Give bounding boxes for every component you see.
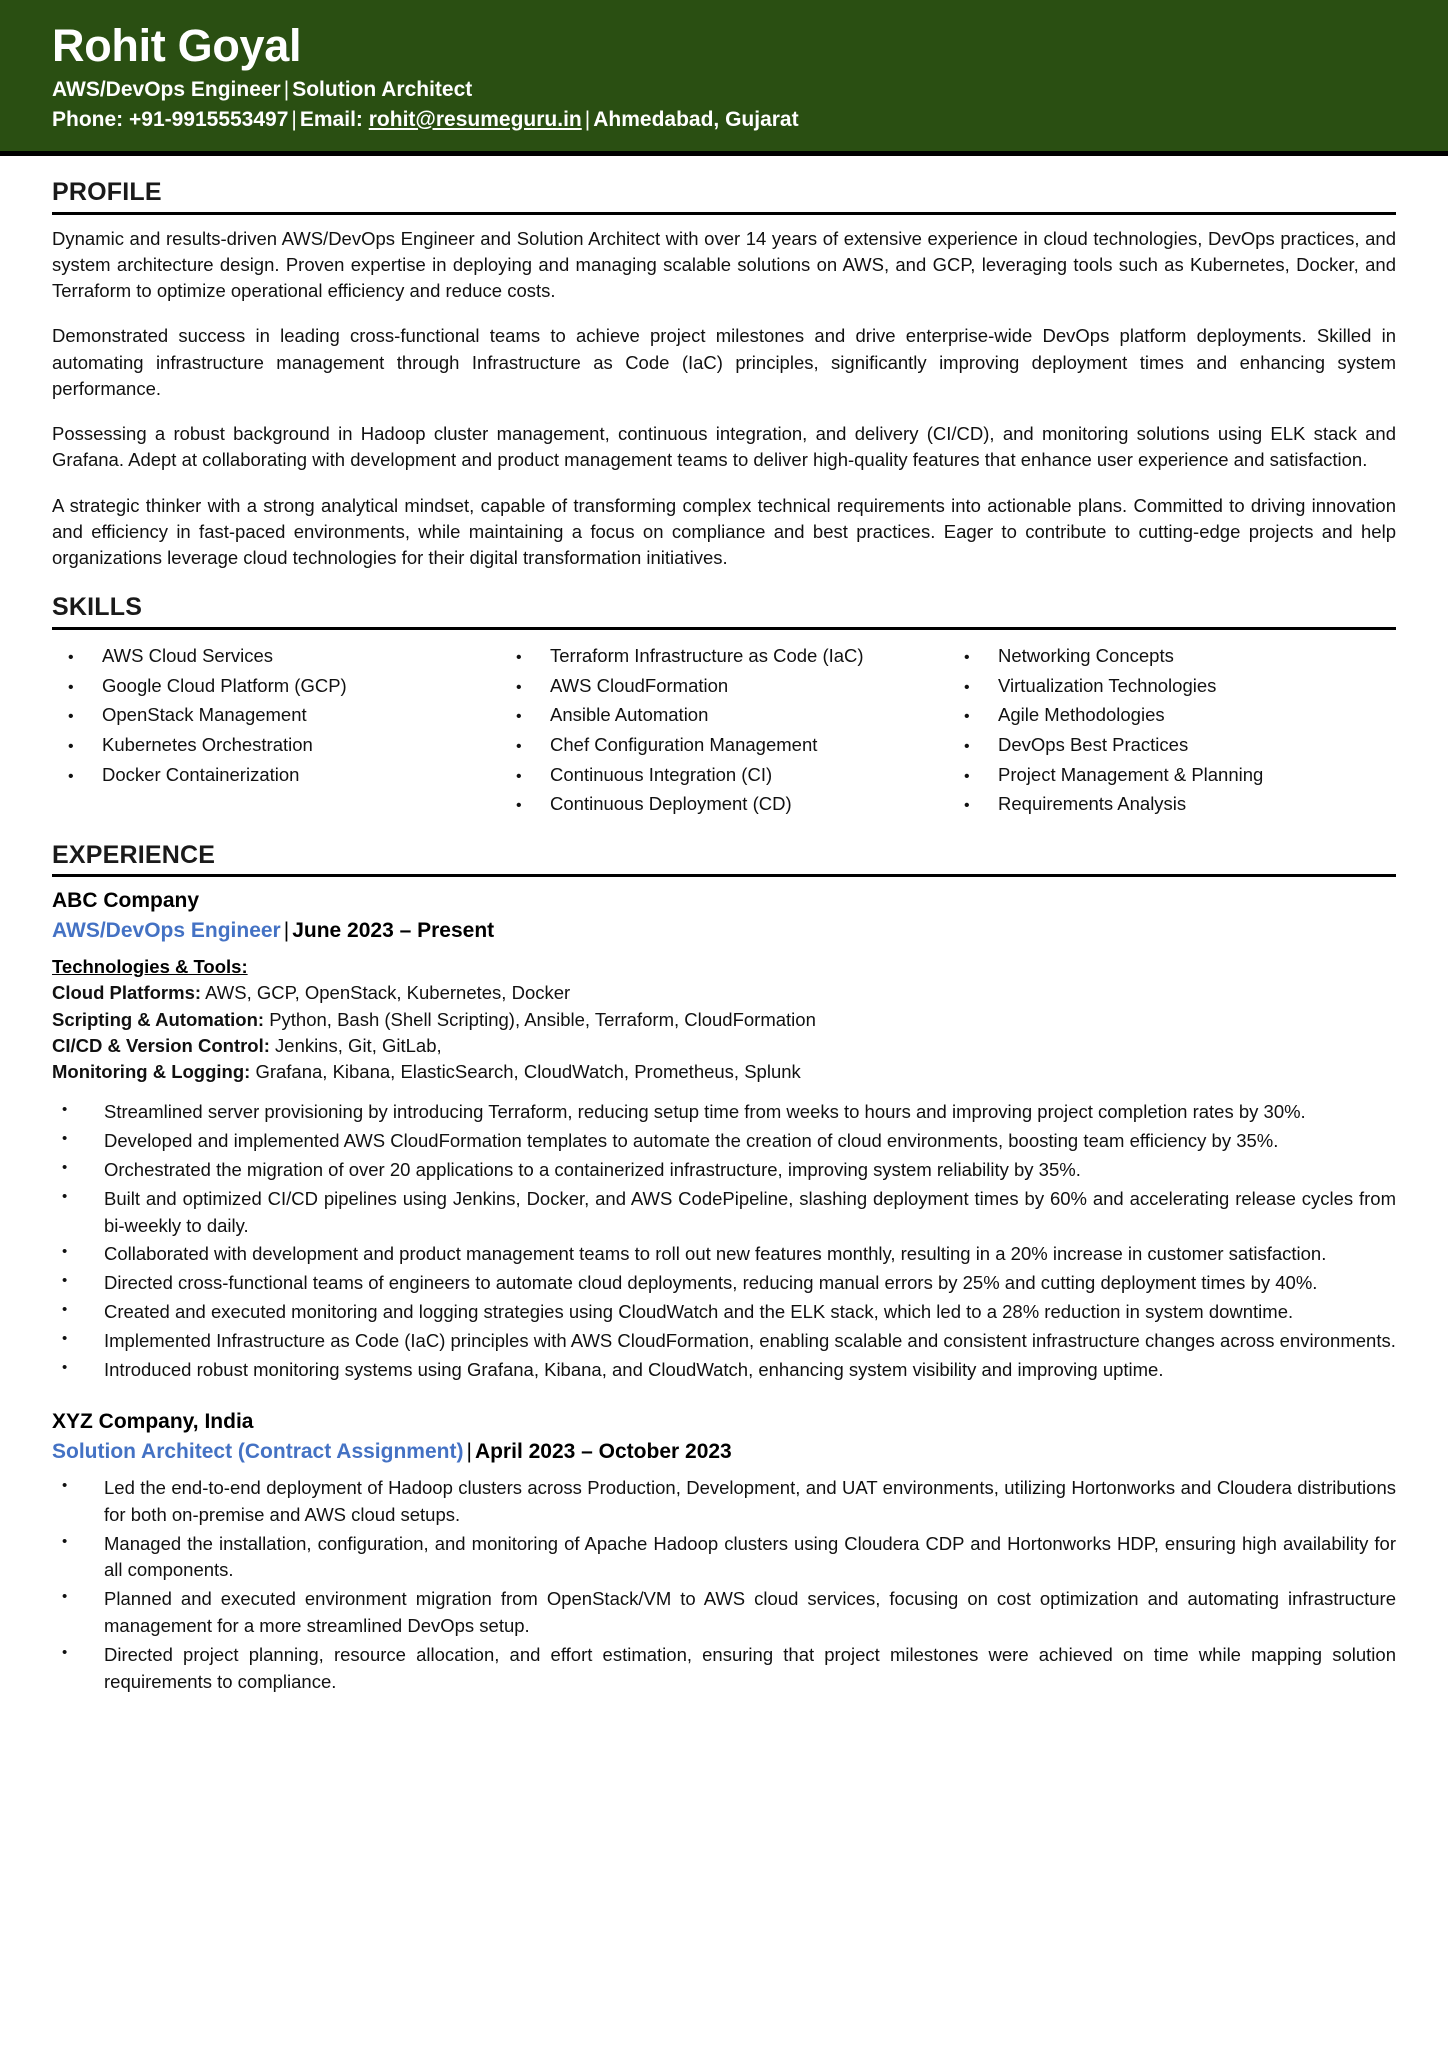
- achievement-item: [52, 1270, 1396, 1297]
- skill-item: [958, 671, 1396, 701]
- technologies-row: [52, 1033, 1396, 1059]
- skill-item: [62, 671, 500, 701]
- bullet-icon: •: [516, 767, 522, 785]
- bullet-icon: •: [62, 1272, 68, 1290]
- profile-section: [52, 178, 1396, 572]
- skill-label: Continuous Integration (CI): [550, 763, 773, 785]
- bullet-icon: •: [68, 767, 74, 785]
- resume-body: [0, 178, 1448, 1728]
- skill-item: [958, 760, 1396, 790]
- bullet-icon: •: [68, 708, 74, 726]
- technologies-row-label: Monitoring & Logging:: [52, 1061, 251, 1083]
- achievement-item: [52, 1357, 1396, 1384]
- skill-label: DevOps Best Practices: [998, 733, 1189, 755]
- email-label: Email:: [299, 107, 363, 131]
- skill-label: Project Management & Planning: [998, 763, 1264, 785]
- company-name: XYZ Company, India: [52, 1410, 254, 1434]
- achievement-item: [52, 1531, 1396, 1585]
- technologies-row-label: Scripting & Automation:: [52, 1008, 265, 1030]
- headline-separator: |: [283, 78, 290, 102]
- skills-column-2: [500, 641, 948, 819]
- skill-label: Terraform Infrastructure as Code (IaC): [550, 645, 864, 667]
- bullet-icon: •: [62, 1329, 68, 1347]
- bullet-icon: •: [68, 678, 74, 696]
- headline-primary-title: AWS/DevOps Engineer: [52, 78, 281, 102]
- achievement-item: [52, 1586, 1396, 1640]
- bullet-icon: •: [62, 1101, 68, 1119]
- job-dates: June 2023 – Present: [292, 918, 495, 942]
- achievement-list: [52, 1475, 1396, 1696]
- experience-section-rule: [52, 874, 1396, 877]
- skill-label: Requirements Analysis: [998, 793, 1187, 815]
- skill-label: Google Cloud Platform (GCP): [102, 674, 347, 696]
- skill-item: [958, 641, 1396, 671]
- technologies-row-label: Cloud Platforms:: [52, 982, 202, 1004]
- profile-section-title: PROFILE: [52, 177, 162, 206]
- profile-paragraph: Dynamic and results-driven AWS/DevOps Engineer and Solution Architect with over 14 years of extensive experience in cloud technologies, DevOps practices, and system architecture design. Proven expertise in deploying and managing scalable solutions on AWS, and GCP, leveraging tools such as Kubernetes, Docker, and Terraform to optimize operational efficiency and reduce costs.: [52, 227, 1396, 302]
- technologies-row: [52, 1007, 1396, 1033]
- contact-separator-1: |: [291, 107, 297, 131]
- skill-label: Chef Configuration Management: [550, 733, 818, 755]
- achievement-text: Implemented Infrastructure as Code (IaC) principles with AWS CloudFormation, enabling scalable and consistent infrastructure changes across environments.: [104, 1329, 1396, 1351]
- skill-label: Kubernetes Orchestration: [102, 733, 313, 755]
- achievement-text: Orchestrated the migration of over 20 applications to a containerized infrastructure, improving system reliability by 35%.: [104, 1158, 1081, 1180]
- candidate-headline: [52, 77, 1396, 103]
- resume-header-band: [0, 0, 1448, 156]
- technologies-row: [52, 1059, 1396, 1085]
- bullet-icon: •: [62, 1532, 68, 1550]
- bullet-icon: •: [964, 678, 970, 696]
- role-separator: |: [466, 1439, 472, 1463]
- achievement-text: Managed the installation, configuration, and monitoring of Apache Hadoop clusters using Cloudera CDP and Hortonworks HDP, ensuring high availability for all components.: [104, 1532, 1396, 1581]
- job-title: AWS/DevOps Engineer: [52, 918, 281, 942]
- bullet-icon: •: [62, 1358, 68, 1376]
- achievement-text: Created and executed monitoring and logging strategies using CloudWatch and the ELK stack, which led to a 28% reduction in system downtime.: [104, 1301, 1294, 1322]
- skill-item: [510, 789, 948, 819]
- skill-item: [62, 730, 500, 760]
- job-dates: April 2023 – October 2023: [474, 1439, 732, 1463]
- skill-item: [62, 641, 500, 671]
- job-title: Solution Architect (Contract Assignment): [52, 1439, 464, 1463]
- profile-paragraph: Possessing a robust background in Hadoop cluster management, continuous integration, and delivery (CI/CD), and monitoring solutions using ELK stack and Grafana. Adept at collaborating with development and product management teams to deliver high-quality features that enhance user experience and satisfaction.: [52, 423, 1396, 471]
- bullet-icon: •: [62, 1187, 68, 1205]
- achievement-list: [52, 1099, 1396, 1383]
- technologies-row: [52, 980, 1396, 1006]
- experience-entry: [52, 888, 1396, 1383]
- contact-line: [52, 107, 1396, 133]
- skill-item: [62, 700, 500, 730]
- bullet-icon: •: [62, 1158, 68, 1176]
- skill-item: [510, 760, 948, 790]
- technologies-title: Technologies & Tools:: [52, 955, 248, 977]
- achievement-item: [52, 1128, 1396, 1155]
- achievement-text: Streamlined server provisioning by introducing Terraform, reducing setup time from weeks to hours and improving project completion rates by 30%.: [104, 1101, 1306, 1123]
- skill-label: Networking Concepts: [998, 645, 1174, 667]
- bullet-icon: •: [964, 649, 970, 667]
- role-line: [52, 1439, 1396, 1465]
- bullet-icon: •: [964, 767, 970, 785]
- achievement-text: Introduced robust monitoring systems using Grafana, Kibana, and CloudWatch, enhancing system visibility and improving uptime.: [104, 1358, 1164, 1380]
- role-line: [52, 918, 1396, 944]
- technologies-row-value: Grafana, Kibana, ElasticSearch, CloudWatch, Prometheus, Splunk: [255, 1061, 801, 1083]
- skills-column-3: [948, 641, 1396, 819]
- technologies-row-value: Python, Bash (Shell Scripting), Ansible, Terraform, CloudFormation: [269, 1008, 816, 1030]
- skill-item: [958, 700, 1396, 730]
- skill-label: AWS Cloud Services: [102, 645, 274, 667]
- profile-section-rule: [52, 212, 1396, 215]
- candidate-name: Rohit Goyal: [52, 20, 302, 71]
- skill-label: Docker Containerization: [102, 763, 300, 785]
- bullet-icon: •: [516, 737, 522, 755]
- achievement-text: Collaborated with development and product management teams to roll out new features monthly, resulting in a 20% increase in customer satisfaction.: [104, 1243, 1327, 1265]
- skill-label: Ansible Automation: [550, 704, 709, 726]
- achievement-item: [52, 1475, 1396, 1529]
- skill-label: Virtualization Technologies: [998, 674, 1217, 696]
- skills-section-rule: [52, 627, 1396, 630]
- achievement-item: [52, 1157, 1396, 1184]
- bullet-icon: •: [62, 1588, 68, 1606]
- technologies-row-value: Jenkins, Git, GitLab,: [275, 1034, 442, 1056]
- bullet-icon: •: [62, 1643, 68, 1661]
- achievement-text: Directed project planning, resource allocation, and effort estimation, ensuring that project milestones were achieved on time while mapping solution requirements to compliance.: [104, 1643, 1396, 1692]
- skills-section-title: SKILLS: [52, 593, 143, 622]
- bullet-icon: •: [62, 1301, 68, 1318]
- skill-label: AWS CloudFormation: [550, 674, 729, 696]
- skill-item: [510, 700, 948, 730]
- skills-column-1: [52, 641, 500, 819]
- skill-item: [958, 730, 1396, 760]
- contact-separator-2: |: [584, 107, 591, 131]
- profile-paragraph: Demonstrated success in leading cross-functional teams to achieve project milestones and drive enterprise-wide DevOps platform deployments. Skilled in automating infrastructure management through Infrastructure as Code (IaC) principles, significantly improving deployment times and enhancing system performance.: [52, 325, 1396, 399]
- bullet-icon: •: [62, 1243, 68, 1261]
- skill-item: [958, 789, 1396, 819]
- achievement-item: [52, 1642, 1396, 1696]
- technologies-block: [52, 954, 1396, 1085]
- bullet-icon: •: [964, 797, 970, 815]
- profile-paragraph: A strategic thinker with a strong analytical mindset, capable of transforming complex technical requirements into actionable plans. Committed to driving innovation and efficiency in fast-paced environments, while maintaining a focus on compliance and best practices. Eager to contribute to cutting-edge projects and help organizations leverage cloud technologies for their digital transformation initiatives.: [52, 494, 1396, 569]
- bullet-icon: •: [516, 797, 522, 815]
- bullet-icon: •: [68, 737, 74, 755]
- bullet-icon: •: [68, 649, 74, 667]
- bullet-icon: •: [516, 708, 522, 726]
- achievement-text: Developed and implemented AWS CloudFormation templates to automate the creation of cloud environments, boosting team efficiency by 35%.: [104, 1130, 1279, 1152]
- location-text: Ahmedabad, Gujarat: [593, 107, 799, 131]
- bullet-icon: •: [62, 1476, 68, 1494]
- achievement-text: Planned and executed environment migration from OpenStack/VM to AWS cloud services, focusing on cost optimization and automating infrastructure management for a more streamlined DevOps setup.: [104, 1588, 1396, 1636]
- email-link[interactable]: rohit@resumeguru.in: [368, 107, 582, 131]
- skill-label: Agile Methodologies: [998, 704, 1165, 726]
- role-separator: |: [283, 918, 290, 942]
- experience-entry: [52, 1409, 1396, 1695]
- phone-text: Phone: +91-9915553497: [52, 107, 289, 131]
- headline-secondary-title: Solution Architect: [292, 78, 473, 102]
- achievement-text: Led the end-to-end deployment of Hadoop clusters across Production, Development, and UAT environments, utilizing Hortonworks and Cloudera distributions for both on-premise and AWS cloud setups.: [104, 1476, 1396, 1525]
- skill-label: OpenStack Management: [102, 704, 307, 726]
- achievement-text: Built and optimized CI/CD pipelines using Jenkins, Docker, and AWS CodePipeline, slashing deployment times by 60% and accelerating release cycles from bi-weekly to daily.: [104, 1187, 1396, 1236]
- bullet-icon: •: [62, 1130, 68, 1148]
- achievement-item: [52, 1099, 1396, 1126]
- skills-section: [52, 593, 1396, 818]
- achievement-item: [52, 1299, 1396, 1326]
- bullet-icon: •: [516, 649, 522, 667]
- skills-columns: [52, 641, 1396, 819]
- experience-section: [52, 841, 1396, 1696]
- technologies-row-label: CI/CD & Version Control:: [52, 1034, 270, 1056]
- technologies-row-value: AWS, GCP, OpenStack, Kubernetes, Docker: [205, 982, 571, 1004]
- achievement-item: [52, 1328, 1396, 1355]
- bullet-icon: •: [964, 737, 970, 755]
- bullet-icon: •: [516, 678, 522, 696]
- skill-label: Continuous Deployment (CD): [550, 793, 792, 815]
- skill-item: [510, 641, 948, 671]
- achievement-item: [52, 1186, 1396, 1240]
- header-inner: [0, 22, 1448, 133]
- achievement-text: Directed cross-functional teams of engineers to automate cloud deployments, reducing manual errors by 25% and cutting deployment times by 40%.: [104, 1272, 1318, 1294]
- achievement-item: [52, 1241, 1396, 1268]
- skill-item: [510, 671, 948, 701]
- skill-item: [510, 730, 948, 760]
- skill-item: [62, 760, 500, 790]
- bullet-icon: •: [964, 708, 970, 726]
- experience-section-title: EXPERIENCE: [52, 840, 216, 869]
- company-name: ABC Company: [52, 889, 200, 913]
